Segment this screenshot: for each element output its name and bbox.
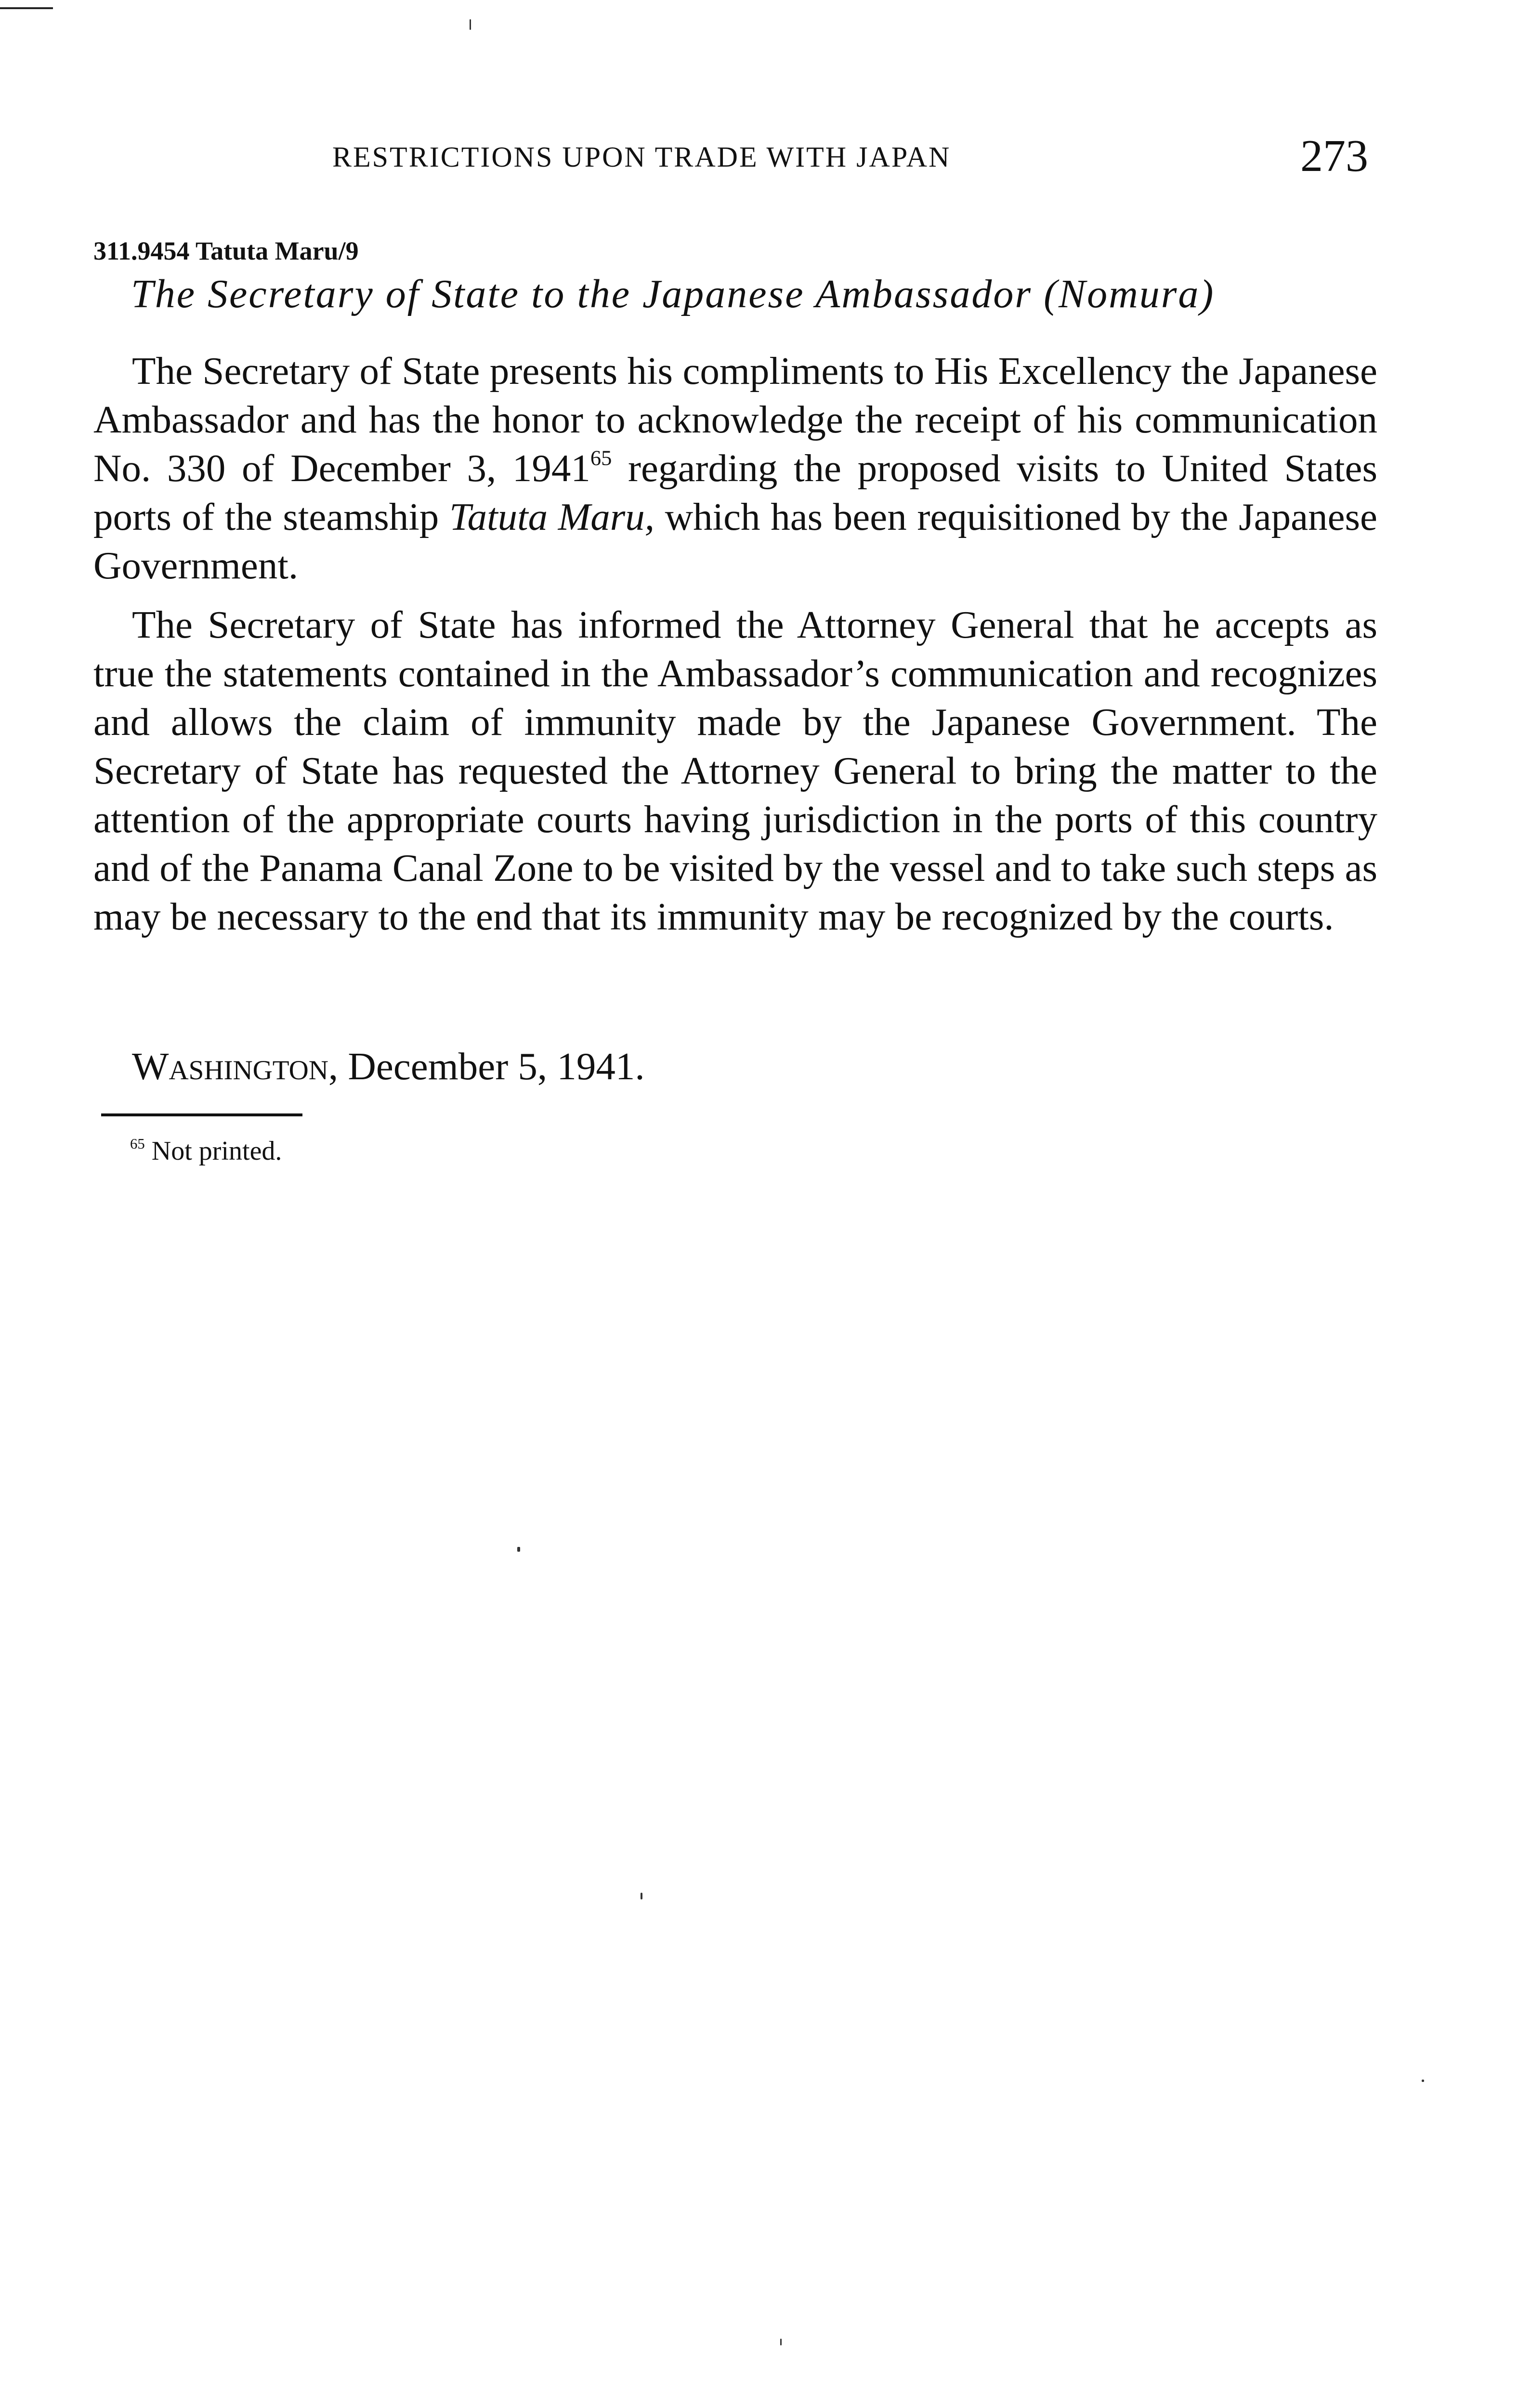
scan-speck xyxy=(517,1547,520,1552)
dateline-date: , December 5, 1941. xyxy=(328,1045,645,1088)
paragraph-text: regarding the proposed visits to United States ports of the steamship xyxy=(93,446,1378,538)
dateline xyxy=(132,1044,645,1089)
scan-speck xyxy=(780,2339,782,2345)
running-head xyxy=(0,0,1518,202)
paragraph-text: which has been requisitioned by the Japanese Government. xyxy=(93,495,1377,587)
footnote-text: Not printed. xyxy=(151,1136,282,1166)
footnote-divider xyxy=(101,1113,302,1116)
file-reference: 311.9454 Tatuta Maru/9 xyxy=(93,236,359,265)
heading-name: (Nomura) xyxy=(1044,272,1215,316)
paragraph-immunity: The Secretary of State has informed the Attorney General that he accepts as true the statements contained in the Ambassador’s communication and recognizes and allows the claim of immunity made by the Japanese Government. The Secretary of State has requested the Attorney General to bring the matter to the attention of the appropriate courts having jurisdiction in the ports of this country and of the Panama Canal Zone to be visited by the vessel and to take such steps as may be necessary to the end that its immunity may be recognized by the courts. xyxy=(93,603,1377,938)
document-body xyxy=(93,347,1377,952)
dateline-place: Washington xyxy=(132,1045,328,1088)
footnote-reference: 65 xyxy=(590,445,612,470)
ship-name: Tatuta Maru, xyxy=(449,495,654,538)
paragraph-acknowledgement xyxy=(93,347,1377,590)
running-title: RESTRICTIONS UPON TRADE WITH JAPAN xyxy=(332,141,951,173)
heading-title: The Secretary of State to the Japanese Ambassador xyxy=(131,272,1044,316)
document-heading xyxy=(131,271,1215,317)
paragraph-text: The Secretary of State presents his compliments to His Excellency the Japanese Ambassador and has the honor to acknowledge the receipt of his communication No. 330 of December 3, 1941 xyxy=(93,349,1377,490)
scan-speck xyxy=(641,1893,642,1899)
footnote xyxy=(130,1136,282,1166)
page-number: 273 xyxy=(1300,131,1368,181)
scan-speck xyxy=(1422,2080,1424,2082)
footnote-number: 65 xyxy=(130,1135,145,1152)
